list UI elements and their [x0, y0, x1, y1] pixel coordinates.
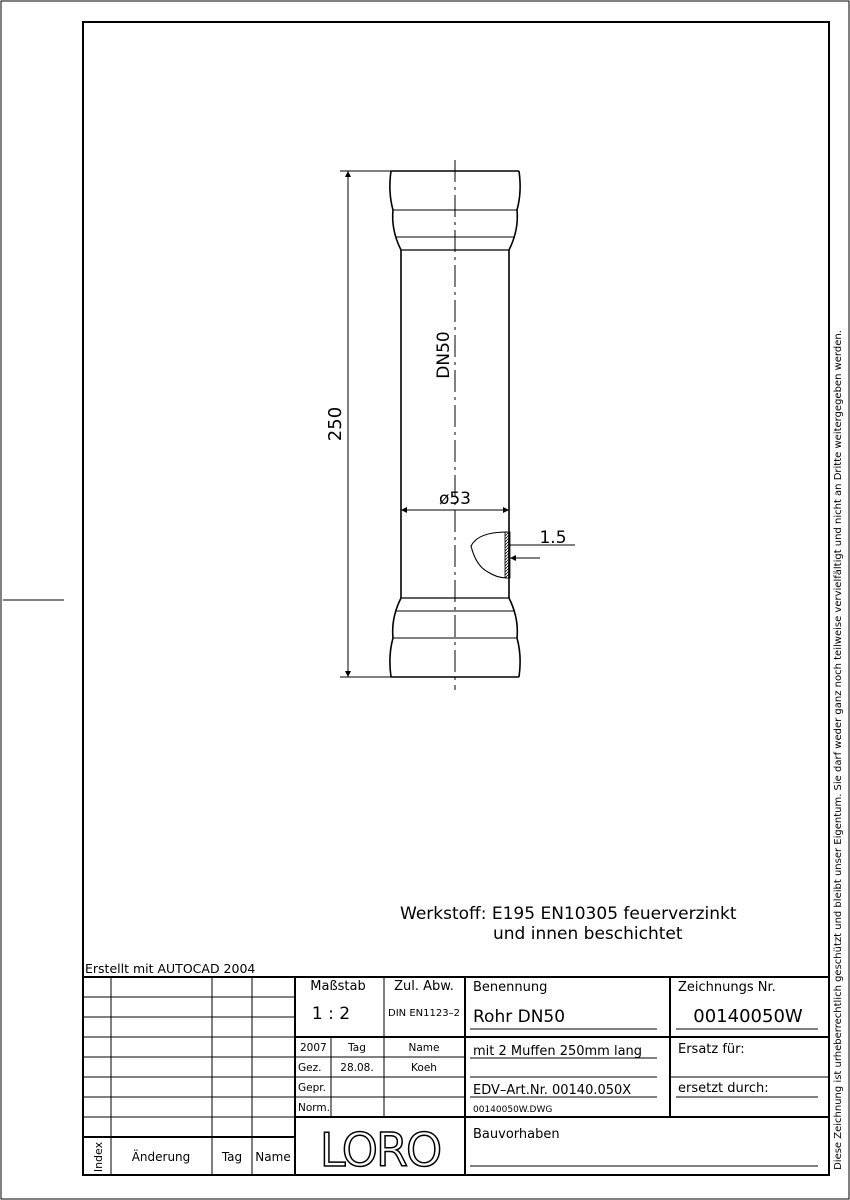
norm-label: Norm.	[298, 1102, 330, 1114]
file-name: 00140050W.DWG	[473, 1105, 553, 1115]
drawn-name: Koeh	[411, 1062, 437, 1074]
wall-hatch	[505, 532, 510, 578]
tolerance-label: Zul. Abw.	[394, 979, 454, 994]
created-with: Erstellt mit AUTOCAD 2004	[85, 961, 256, 976]
loro-logo: LORO	[319, 1123, 441, 1177]
designation-label: Benennung	[473, 980, 548, 995]
dim-wall-label: 1.5	[539, 528, 567, 548]
drawn-date: 28.08.	[340, 1062, 374, 1074]
drawing-number-label: Zeichnungs Nr.	[678, 980, 776, 995]
checked-label: Gepr.	[298, 1082, 326, 1094]
rev-header-index: Index	[92, 1141, 105, 1173]
scale-label: Maßstab	[310, 979, 366, 994]
copyright-note: Diese Zeichnung ist urheberrechtlich geschützt und bleibt unser Eigentum. Sie darf weder ganz noch teilweise vervielfältigt und nicht an Dritte weitergegeben werden.	[833, 330, 844, 1170]
year: 2007	[300, 1042, 327, 1054]
drawn-label: Gez.	[298, 1062, 322, 1074]
wall-section-contour	[471, 532, 507, 578]
rev-header-change: Änderung	[131, 1150, 191, 1164]
replacement-for: Ersatz für:	[678, 1042, 745, 1057]
dimensions	[340, 171, 575, 677]
material-line-2: und innen beschichtet	[493, 924, 683, 944]
dim-nominal-label: DN50	[434, 331, 454, 379]
designation: Rohr DN50	[473, 1007, 566, 1027]
material-line-1: Werkstoff: E195 EN10305 feuerverzinkt	[400, 904, 737, 924]
rev-header-name: Name	[255, 1150, 291, 1164]
description: mit 2 Muffen 250mm lang	[473, 1044, 643, 1059]
day-label: Tag	[348, 1042, 366, 1054]
replaced-by: ersetzt durch:	[678, 1081, 769, 1096]
article-number: EDV–Art.Nr. 00140.050X	[473, 1083, 632, 1098]
scale-value: 1 : 2	[311, 1004, 351, 1024]
dim-diameter-label: ø53	[438, 489, 472, 509]
name-label: Name	[408, 1042, 440, 1054]
tolerance-value: DIN EN1123–2	[388, 1008, 460, 1019]
project-label: Bauvorhaben	[473, 1127, 560, 1142]
dim-length-label: 250	[325, 406, 346, 442]
rev-header-day: Tag	[221, 1150, 243, 1164]
drawing-number: 00140050W	[693, 1006, 803, 1027]
